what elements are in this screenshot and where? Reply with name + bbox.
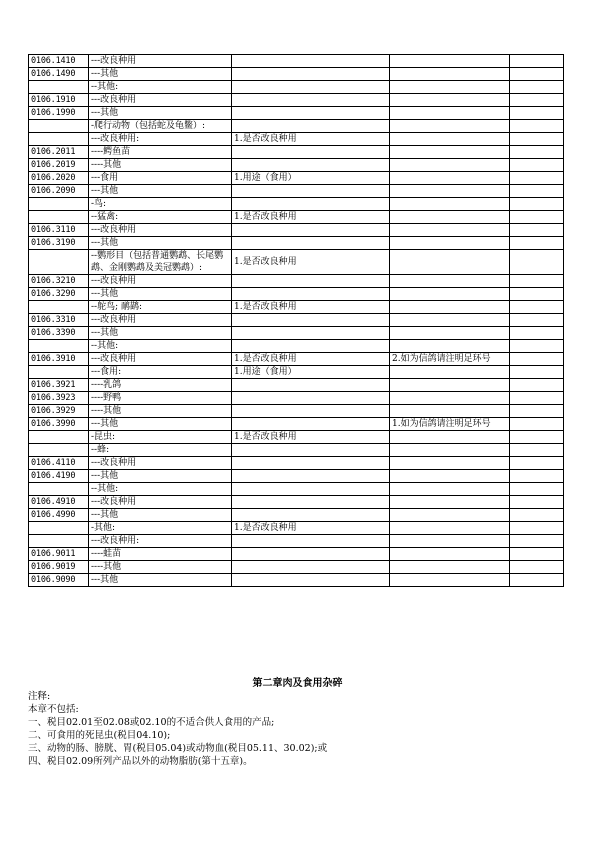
extra-cell [510, 81, 564, 94]
extra-cell [510, 68, 564, 81]
declaration-note-cell [390, 107, 510, 120]
tariff-code-cell: 0106.1410 [29, 55, 89, 68]
tariff-code-cell: 0106.3290 [29, 288, 89, 301]
extra-cell [510, 353, 564, 366]
declaration-element-cell: 1.是否改良种用 [232, 431, 390, 444]
extra-cell [510, 548, 564, 561]
declaration-element-cell [232, 405, 390, 418]
declaration-element-cell [232, 94, 390, 107]
extra-cell [510, 483, 564, 496]
declaration-element-cell [232, 237, 390, 250]
tariff-code-cell: 0106.1990 [29, 107, 89, 120]
extra-cell [510, 561, 564, 574]
extra-cell [510, 275, 564, 288]
table-row [29, 405, 564, 418]
description-cell: -昆虫: [89, 431, 232, 444]
tariff-code-cell [29, 431, 89, 444]
declaration-note-cell [390, 237, 510, 250]
extra-cell [510, 496, 564, 509]
extra-cell [510, 120, 564, 133]
table-row [29, 275, 564, 288]
tariff-code-cell: 0106.3390 [29, 327, 89, 340]
description-cell: ---其他 [89, 470, 232, 483]
declaration-note-cell [390, 470, 510, 483]
description-cell: -爬行动物（包括蛇及龟鳖）: [89, 120, 232, 133]
description-cell: ---其他 [89, 509, 232, 522]
tariff-code-cell: 0106.1910 [29, 94, 89, 107]
declaration-element-cell [232, 275, 390, 288]
tariff-code-cell: 0106.2020 [29, 172, 89, 185]
declaration-element-cell: 1.用途（食用） [232, 366, 390, 379]
tariff-code-cell: 0106.3110 [29, 224, 89, 237]
note-item-4: 四、税目02.09所列产品以外的动物脂肪(第十五章)。 [28, 756, 253, 767]
notes-intro: 本章不包括: [28, 704, 79, 715]
tariff-code-cell: 0106.2090 [29, 185, 89, 198]
declaration-element-cell [232, 483, 390, 496]
extra-cell [510, 288, 564, 301]
tariff-code-cell: 0106.3190 [29, 237, 89, 250]
declaration-note-cell [390, 392, 510, 405]
tariff-code-cell [29, 198, 89, 211]
declaration-element-cell [232, 198, 390, 211]
table-row [29, 55, 564, 68]
chapter-notes [28, 690, 568, 768]
table-row [29, 133, 564, 146]
declaration-element-cell: 1.是否改良种用 [232, 211, 390, 224]
extra-cell [510, 418, 564, 431]
declaration-note-cell [390, 133, 510, 146]
tariff-code-cell [29, 211, 89, 224]
description-cell: ----其他 [89, 159, 232, 172]
description-cell: ---其他 [89, 418, 232, 431]
note-item-3: 三、动物的肠、膀胱、胃(税目05.04)或动物血(税目05.11、30.02);或 [28, 743, 328, 754]
table-row [29, 457, 564, 470]
tariff-code-cell: 0106.9011 [29, 548, 89, 561]
declaration-note-cell [390, 457, 510, 470]
declaration-element-cell: 1.用途（食用） [232, 172, 390, 185]
table-row [29, 120, 564, 133]
description-cell: ---其他 [89, 327, 232, 340]
declaration-note-cell [390, 94, 510, 107]
declaration-note-cell [390, 68, 510, 81]
tariff-code-cell: 0106.3921 [29, 379, 89, 392]
declaration-element-cell [232, 327, 390, 340]
table-row [29, 159, 564, 172]
table-row [29, 561, 564, 574]
description-cell: ---其他 [89, 68, 232, 81]
table-row [29, 314, 564, 327]
description-cell: --其他: [89, 483, 232, 496]
description-cell: ---其他 [89, 574, 232, 587]
declaration-element-cell [232, 107, 390, 120]
declaration-note-cell: 2.如为信鸽请注明足环号 [390, 353, 510, 366]
extra-cell [510, 237, 564, 250]
extra-cell [510, 301, 564, 314]
declaration-element-cell [232, 444, 390, 457]
table-row [29, 237, 564, 250]
tariff-code-cell: 0106.9090 [29, 574, 89, 587]
tariff-code-cell: 0106.2011 [29, 146, 89, 159]
tariff-code-cell: 0106.1490 [29, 68, 89, 81]
declaration-note-cell [390, 548, 510, 561]
table-row [29, 340, 564, 353]
description-cell: ---改良种用 [89, 224, 232, 237]
extra-cell [510, 211, 564, 224]
declaration-element-cell [232, 392, 390, 405]
declaration-note-cell [390, 535, 510, 548]
tariff-code-cell [29, 444, 89, 457]
extra-cell [510, 172, 564, 185]
declaration-note-cell [390, 301, 510, 314]
declaration-element-cell: 1.是否改良种用 [232, 301, 390, 314]
table-row [29, 483, 564, 496]
table-row [29, 327, 564, 340]
description-cell: ----其他 [89, 561, 232, 574]
declaration-note-cell [390, 185, 510, 198]
description-cell: ---改良种用 [89, 55, 232, 68]
description-cell: -其他: [89, 522, 232, 535]
description-cell: ---食用 [89, 172, 232, 185]
tariff-table [28, 54, 564, 587]
table-row [29, 94, 564, 107]
tariff-code-cell [29, 301, 89, 314]
table-row [29, 574, 564, 587]
declaration-note-cell [390, 120, 510, 133]
tariff-code-cell [29, 133, 89, 146]
declaration-element-cell [232, 288, 390, 301]
tariff-table-body [29, 55, 564, 587]
description-cell: --猛禽: [89, 211, 232, 224]
table-row [29, 353, 564, 366]
description-cell: ----蛙苗 [89, 548, 232, 561]
description-cell: ---其他 [89, 237, 232, 250]
description-cell: ---其他 [89, 107, 232, 120]
tariff-code-cell: 0106.2019 [29, 159, 89, 172]
declaration-element-cell: 1.是否改良种用 [232, 353, 390, 366]
declaration-note-cell [390, 496, 510, 509]
declaration-note-cell [390, 275, 510, 288]
table-row [29, 146, 564, 159]
tariff-code-cell [29, 483, 89, 496]
description-cell: ---食用: [89, 366, 232, 379]
declaration-note-cell [390, 224, 510, 237]
table-row [29, 250, 564, 275]
declaration-element-cell [232, 379, 390, 392]
extra-cell [510, 185, 564, 198]
declaration-note-cell [390, 288, 510, 301]
note-item-2: 二、可食用的死昆虫(税目04.10); [28, 730, 171, 741]
description-cell: ---改良种用 [89, 94, 232, 107]
extra-cell [510, 55, 564, 68]
extra-cell [510, 250, 564, 275]
table-row [29, 224, 564, 237]
declaration-note-cell [390, 159, 510, 172]
tariff-code-cell: 0106.4910 [29, 496, 89, 509]
description-cell: ----鳄鱼苗 [89, 146, 232, 159]
description-cell: --蜂: [89, 444, 232, 457]
declaration-element-cell [232, 224, 390, 237]
declaration-element-cell [232, 55, 390, 68]
declaration-note-cell [390, 522, 510, 535]
description-cell: --鸵鸟; 鸸鹋: [89, 301, 232, 314]
table-row [29, 172, 564, 185]
chapter-title: 第二章肉及食用杂碎 [252, 678, 343, 689]
table-row [29, 81, 564, 94]
description-cell: ---改良种用: [89, 535, 232, 548]
tariff-code-cell: 0106.3923 [29, 392, 89, 405]
table-row [29, 496, 564, 509]
description-cell: --鹦形目（包括普通鹦鹉、长尾鹦鹉、金刚鹦鹉及美冠鹦鹉）: [89, 250, 232, 275]
table-row [29, 522, 564, 535]
description-cell: ---其他 [89, 288, 232, 301]
extra-cell [510, 146, 564, 159]
declaration-element-cell: 1.是否改良种用 [232, 133, 390, 146]
description-cell: --其他: [89, 81, 232, 94]
table-row [29, 548, 564, 561]
description-cell: --其他: [89, 340, 232, 353]
tariff-code-cell [29, 120, 89, 133]
declaration-element-cell [232, 457, 390, 470]
declaration-note-cell [390, 211, 510, 224]
table-row [29, 470, 564, 483]
table-row [29, 211, 564, 224]
declaration-note-cell [390, 431, 510, 444]
description-cell: ---改良种用 [89, 496, 232, 509]
extra-cell [510, 431, 564, 444]
description-cell: ---改良种用: [89, 133, 232, 146]
declaration-note-cell [390, 561, 510, 574]
table-row [29, 185, 564, 198]
extra-cell [510, 159, 564, 172]
declaration-note-cell [390, 172, 510, 185]
declaration-note-cell [390, 146, 510, 159]
declaration-note-cell: 1.如为信鸽请注明足环号 [390, 418, 510, 431]
table-row [29, 198, 564, 211]
extra-cell [510, 574, 564, 587]
declaration-note-cell [390, 314, 510, 327]
extra-cell [510, 405, 564, 418]
table-row [29, 107, 564, 120]
declaration-element-cell [232, 561, 390, 574]
declaration-note-cell [390, 379, 510, 392]
extra-cell [510, 224, 564, 237]
declaration-element-cell [232, 496, 390, 509]
tariff-code-cell: 0106.3310 [29, 314, 89, 327]
declaration-element-cell [232, 120, 390, 133]
tariff-code-cell [29, 81, 89, 94]
extra-cell [510, 107, 564, 120]
tariff-code-cell: 0106.4110 [29, 457, 89, 470]
table-row [29, 68, 564, 81]
declaration-note-cell [390, 250, 510, 275]
tariff-code-cell: 0106.3910 [29, 353, 89, 366]
declaration-note-cell [390, 366, 510, 379]
table-row [29, 509, 564, 522]
description-cell: -鸟: [89, 198, 232, 211]
extra-cell [510, 340, 564, 353]
declaration-note-cell [390, 327, 510, 340]
declaration-element-cell [232, 159, 390, 172]
description-cell: ---改良种用 [89, 457, 232, 470]
declaration-element-cell [232, 185, 390, 198]
description-cell: ---改良种用 [89, 275, 232, 288]
table-row [29, 444, 564, 457]
tariff-code-cell [29, 366, 89, 379]
table-row [29, 288, 564, 301]
tariff-code-cell [29, 535, 89, 548]
tariff-code-cell: 0106.3990 [29, 418, 89, 431]
declaration-note-cell [390, 574, 510, 587]
extra-cell [510, 470, 564, 483]
declaration-element-cell [232, 314, 390, 327]
extra-cell [510, 133, 564, 146]
declaration-element-cell [232, 418, 390, 431]
extra-cell [510, 366, 564, 379]
declaration-note-cell [390, 483, 510, 496]
extra-cell [510, 444, 564, 457]
tariff-code-cell [29, 522, 89, 535]
extra-cell [510, 198, 564, 211]
tariff-code-cell: 0106.4190 [29, 470, 89, 483]
extra-cell [510, 379, 564, 392]
table-row [29, 431, 564, 444]
extra-cell [510, 94, 564, 107]
declaration-element-cell: 1.是否改良种用 [232, 522, 390, 535]
declaration-element-cell [232, 509, 390, 522]
extra-cell [510, 509, 564, 522]
declaration-element-cell [232, 340, 390, 353]
description-cell: ----野鸭 [89, 392, 232, 405]
declaration-note-cell [390, 81, 510, 94]
extra-cell [510, 457, 564, 470]
declaration-note-cell [390, 509, 510, 522]
table-row [29, 301, 564, 314]
declaration-note-cell [390, 198, 510, 211]
tariff-code-cell [29, 340, 89, 353]
extra-cell [510, 327, 564, 340]
tariff-code-cell [29, 250, 89, 275]
description-cell: ---改良种用 [89, 314, 232, 327]
declaration-note-cell [390, 340, 510, 353]
table-row [29, 418, 564, 431]
declaration-element-cell: 1.是否改良种用 [232, 250, 390, 275]
table-row [29, 535, 564, 548]
notes-heading: 注释: [28, 691, 51, 702]
note-item-1: 一、税目02.01至02.08或02.10的不适合供人食用的产品; [28, 717, 275, 728]
declaration-note-cell [390, 55, 510, 68]
declaration-element-cell [232, 470, 390, 483]
declaration-note-cell [390, 405, 510, 418]
declaration-element-cell [232, 146, 390, 159]
declaration-element-cell [232, 535, 390, 548]
tariff-code-cell: 0106.9019 [29, 561, 89, 574]
table-row [29, 392, 564, 405]
extra-cell [510, 392, 564, 405]
description-cell: ----乳鸽 [89, 379, 232, 392]
extra-cell [510, 522, 564, 535]
tariff-code-cell: 0106.4990 [29, 509, 89, 522]
tariff-code-cell: 0106.3929 [29, 405, 89, 418]
description-cell: ----其他 [89, 405, 232, 418]
declaration-note-cell [390, 444, 510, 457]
extra-cell [510, 314, 564, 327]
table-row [29, 366, 564, 379]
tariff-code-cell: 0106.3210 [29, 275, 89, 288]
declaration-element-cell [232, 548, 390, 561]
declaration-element-cell [232, 81, 390, 94]
declaration-element-cell [232, 68, 390, 81]
description-cell: ---其他 [89, 185, 232, 198]
extra-cell [510, 535, 564, 548]
table-row [29, 379, 564, 392]
description-cell: ---改良种用 [89, 353, 232, 366]
declaration-element-cell [232, 574, 390, 587]
